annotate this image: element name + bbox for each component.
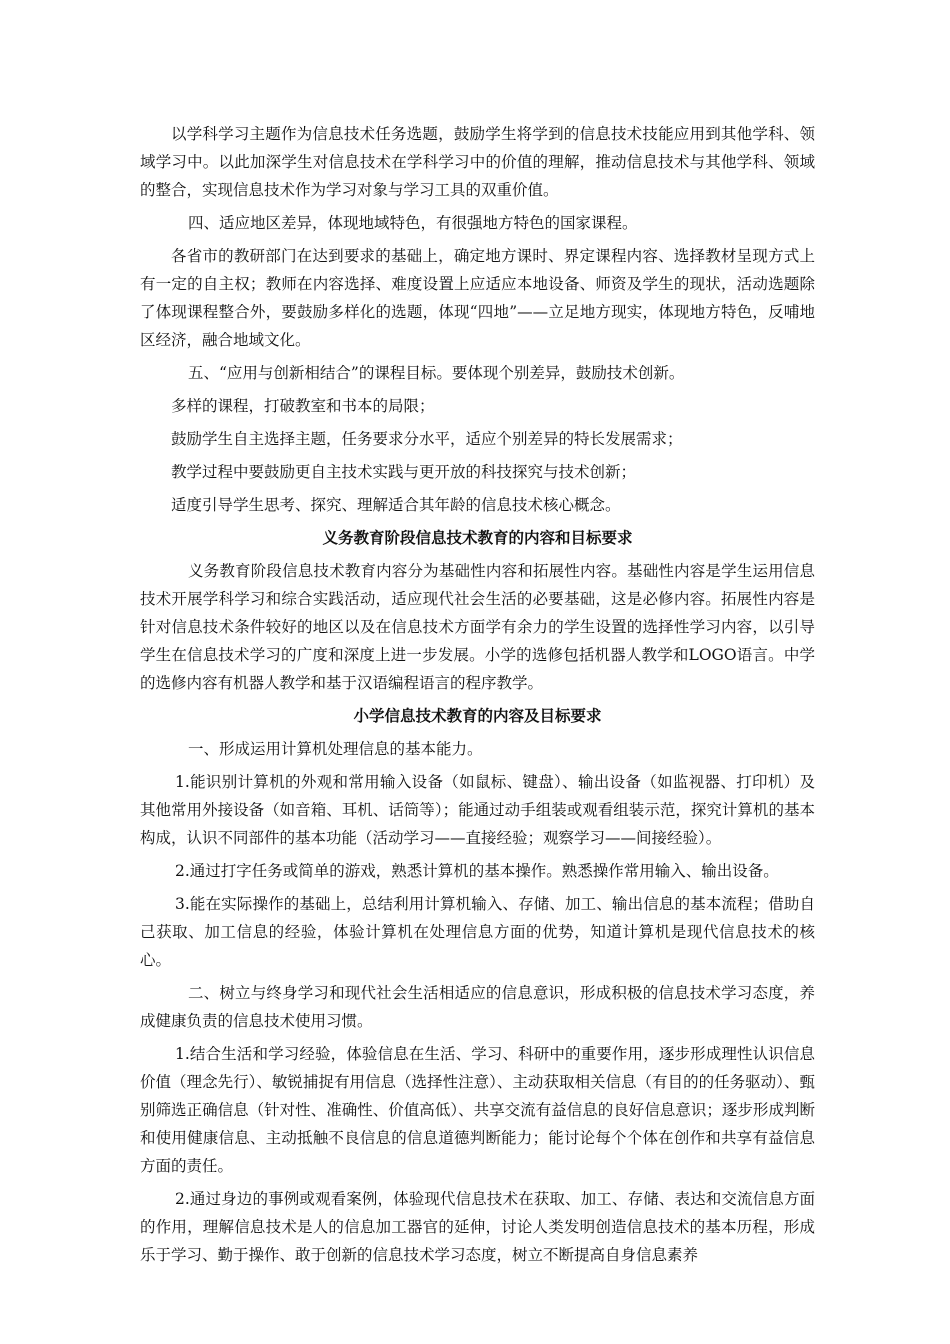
paragraph: 适度引导学生思考、探究、理解适合其年龄的信息技术核心概念。 xyxy=(171,496,621,514)
paragraph-item: 2.通过身边的事例或观看案例，体验现代信息技术在获取、加工、存储、表达和交流信息方面的作用，理解信息技术是人的信息加工器官的延伸，讨论人类发明创造信息技术的基本历程，形成乐于学习、勤于操作、敢于创新的信息技术学习态度，树立不断提高自身信息素养 xyxy=(140,1190,815,1264)
paragraph-item: 1.能识别计算机的外观和常用输入设备（如鼠标、键盘）、输出设备（如监视器、打印机）及其他常用外接设备（如音箱、耳机、话筒等）；能通过动手组装或观看组装示范，探究计算机的基本构成，认识不同部件的基本功能（活动学习——直接经验；观察学习——间接经验）。 xyxy=(140,773,815,847)
paragraph: 义务教育阶段信息技术教育内容分为基础性内容和拓展性内容。基础性内容是学生运用信息技术开展学科学习和综合实践活动，适应现代社会生活的必要基础，这是必修内容。拓展性内容是针对信息技术条件较好的地区以及在信息技术方面学有余力的学生设置的选择性学习内容，以引导学生在信息技术学习的广度和深度上进一步发展。小学的选修包括机器人教学和LOGO语言。中学的选修内容有机器人教学和基于汉语编程语言的程序教学。 xyxy=(140,562,815,692)
paragraph: 多样的课程，打破教室和书本的局限； xyxy=(171,397,435,415)
paragraph-heading-five: 五、“应用与创新相结合”的课程目标。要体现个别差异，鼓励技术创新。 xyxy=(188,364,685,382)
paragraph-item: 一、形成运用计算机处理信息的基本能力。 xyxy=(188,740,483,758)
paragraph: 教学过程中要鼓励更自主技术实践与更开放的科技探究与技术创新； xyxy=(171,463,637,481)
paragraph-heading-four: 四、适应地区差异，体现地域特色，有很强地方特色的国家课程。 xyxy=(188,214,638,232)
paragraph: 以学科学习主题作为信息技术任务选题，鼓励学生将学到的信息技术技能应用到其他学科、领域学习中。以此加深学生对信息技术在学科学习中的价值的理解，推动信息技术与其他学科、领域的整合，实现信息技术作为学习对象与学习工具的双重价值。 xyxy=(140,125,815,199)
paragraph: 鼓励学生自主选择主题，任务要求分水平，适应个别差异的特长发展需求； xyxy=(171,430,683,448)
paragraph-item: 3.能在实际操作的基础上，总结利用计算机输入、存储、加工、输出信息的基本流程；借助自己获取、加工信息的经验，体验计算机在处理信息方面的优势，知道计算机是现代信息技术的核心。 xyxy=(140,895,815,969)
paragraph: 各省市的教研部门在达到要求的基础上，确定地方课时、界定课程内容、选择教材呈现方式上有一定的自主权；教师在内容选择、难度设置上应适应本地设备、师资及学生的现状，活动选题除了体现课程整合外，要鼓励多样化的选题，体现“四地”——立足地方现实，体现地方特色，反哺地区经济，融合地域文化。 xyxy=(140,247,815,349)
section-heading: 小学信息技术教育的内容及目标要求 xyxy=(353,707,602,725)
section-heading: 义务教育阶段信息技术教育的内容和目标要求 xyxy=(322,529,633,547)
paragraph-item: 2.通过打字任务或简单的游戏，熟悉计算机的基本操作。熟悉操作常用输入、输出设备。 xyxy=(175,862,779,880)
paragraph-item: 二、树立与终身学习和现代社会生活相适应的信息意识，形成积极的信息技术学习态度，养成健康负责的信息技术使用习惯。 xyxy=(140,984,815,1030)
paragraph-item: 1.结合生活和学习经验，体验信息在生活、学习、科研中的重要作用，逐步形成理性认识信息价值（理念先行）、敏锐捕捉有用信息（选择性注意）、主动获取相关信息（有目的的任务驱动）、甄别筛选正确信息（针对性、准确性、价值高低）、共享交流有益信息的良好信息意识；逐步形成判断和使用健康信息、主动抵触不良信息的信息道德判断能力；能讨论每个个体在创作和共享有益信息方面的责任。 xyxy=(140,1045,815,1175)
document-body xyxy=(140,120,815,1274)
